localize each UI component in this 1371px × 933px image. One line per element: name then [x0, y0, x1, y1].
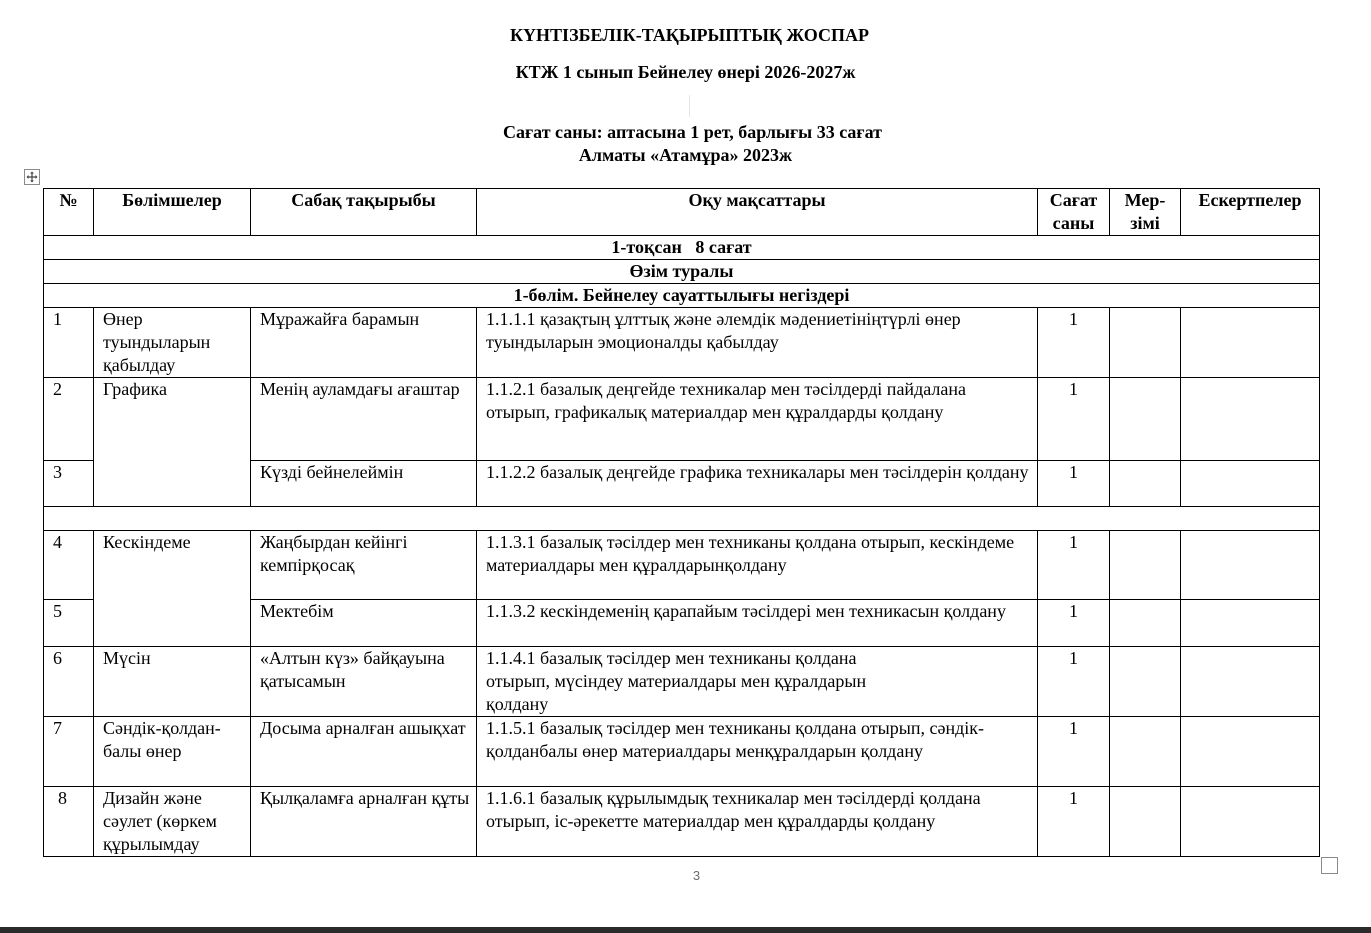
row-notes-cell[interactable]	[1181, 378, 1320, 461]
column-header-topic: Сабақ тақырыбы	[251, 189, 477, 236]
row-notes-cell[interactable]	[1181, 308, 1320, 378]
column-header-notes: Ескертпелер	[1181, 189, 1320, 236]
column-header-date: Мер-зімі	[1110, 189, 1181, 236]
section-row	[44, 284, 1320, 308]
row-date-cell[interactable]	[1110, 308, 1181, 378]
hours-info: Сағат саны: аптасына 1 рет, барлығы 33 сағат	[503, 122, 882, 142]
row-hours: 1	[1038, 461, 1110, 507]
row-goal: 1.1.1.1 қазақтың ұлттық және әлемдік мәдениетініңтүрлі өнер туындыларын эмоционалды қабылдау	[477, 308, 1038, 378]
theme-row	[44, 260, 1320, 284]
column-header-unit: Бөлімшелер	[94, 189, 251, 236]
row-goal: 1.1.2.1 базалық деңгейде техникалар мен тәсілдерді пайдалана отырып, графикалық материалдар мен құралдарды қолдану	[477, 378, 1038, 461]
row-topic: Жаңбырдан кейінгі кемпірқосақ	[251, 531, 477, 600]
row-number: 3	[44, 461, 94, 507]
row-hours: 1	[1038, 308, 1110, 378]
row-date-cell[interactable]	[1110, 378, 1181, 461]
row-date-cell[interactable]	[1110, 787, 1181, 857]
column-header-hours: Сағат саны	[1038, 189, 1110, 236]
table-header-row	[44, 189, 1320, 236]
row-number: 4	[44, 531, 94, 600]
row-date-cell[interactable]	[1110, 461, 1181, 507]
row-topic: «Алтын күз» байқауына қатысамын	[251, 647, 477, 717]
table-row	[44, 308, 1320, 378]
row-number: 8	[44, 787, 94, 857]
row-notes-cell[interactable]	[1181, 787, 1320, 857]
row-unit: Дизайн және сәулет (көркем құрылымдау	[94, 787, 251, 857]
empty-cell[interactable]	[44, 507, 1320, 531]
table-resize-icon[interactable]	[1321, 857, 1338, 874]
row-goal: 1.1.3.1 базалық тәсілдер мен техниканы қолдана отырып, кескіндеме материалдары мен құралдарынқолдану	[477, 531, 1038, 600]
text-cursor	[689, 95, 690, 117]
row-date-cell[interactable]	[1110, 531, 1181, 600]
row-date-cell[interactable]	[1110, 600, 1181, 647]
table-row	[44, 787, 1320, 857]
row-hours: 1	[1038, 378, 1110, 461]
row-notes-cell[interactable]	[1181, 531, 1320, 600]
row-unit: Мүсін	[94, 647, 251, 717]
column-header-number: №	[44, 189, 94, 236]
row-hours: 1	[1038, 531, 1110, 600]
quarter-row	[44, 236, 1320, 260]
column-header-goals: Оқу мақсаттары	[477, 189, 1038, 236]
row-notes-cell[interactable]	[1181, 461, 1320, 507]
row-unit: Сәндік-қолдан-балы өнер	[94, 717, 251, 787]
row-notes-cell[interactable]	[1181, 717, 1320, 787]
row-goal: 1.1.3.2 кескіндеменің қарапайым тәсілдері мен техникасын қолдану	[477, 600, 1038, 647]
row-date-cell[interactable]	[1110, 717, 1181, 787]
theme-label: Өзім туралы	[44, 260, 1320, 284]
row-date-cell[interactable]	[1110, 647, 1181, 717]
row-topic: Мектебім	[251, 600, 477, 647]
row-unit: Графика	[94, 378, 251, 507]
row-number: 5	[44, 600, 94, 647]
window-bottom-edge	[0, 927, 1371, 933]
publisher-info: Алматы «Атамұра» 2023ж	[578, 145, 793, 165]
quarter-label: 1-тоқсан 8 сағат	[44, 236, 1320, 260]
row-topic: Мұражайға барамын	[251, 308, 477, 378]
row-number: 6	[44, 647, 94, 717]
row-goal: 1.1.6.1 базалық құрылымдық техникалар мен тәсілдерді қолдана отырып, іс-әрекетте материалдар мен құралдарды қолдану	[477, 787, 1038, 857]
table-row	[44, 647, 1320, 717]
table-row	[44, 717, 1320, 787]
row-hours: 1	[1038, 647, 1110, 717]
row-hours: 1	[1038, 717, 1110, 787]
row-hours: 1	[1038, 600, 1110, 647]
row-unit: Өнер туындыларын қабылдау	[94, 308, 251, 378]
row-hours: 1	[1038, 787, 1110, 857]
row-notes-cell[interactable]	[1181, 647, 1320, 717]
row-goal: 1.1.2.2 базалық деңгейде графика техникалары мен тәсілдерін қолдану	[477, 461, 1038, 507]
table-move-icon[interactable]	[24, 169, 40, 185]
page-number: 3	[692, 868, 701, 883]
row-topic: Досыма арналған ашықхат	[251, 717, 477, 787]
section-label: 1-бөлім. Бейнелеу сауаттылығы негіздері	[44, 284, 1320, 308]
calendar-plan-table	[43, 188, 1320, 857]
row-unit: Кескіндеме	[94, 531, 251, 647]
document-subtitle: КТЖ 1 сынып Бейнелеу өнері 2026-2027ж	[515, 62, 856, 82]
empty-row	[44, 507, 1320, 531]
row-number: 7	[44, 717, 94, 787]
row-goal: 1.1.5.1 базалық тәсілдер мен техниканы қолдана отырып, сәндік-қолданбалы өнер материалдары менқұралдарын қолдану	[477, 717, 1038, 787]
row-goal: 1.1.4.1 базалық тәсілдер мен техниканы қолдана отырып, мүсіндеу материалдары мен құралдарын қолдану	[477, 647, 1038, 717]
row-topic: Күзді бейнелеймін	[251, 461, 477, 507]
row-notes-cell[interactable]	[1181, 600, 1320, 647]
row-topic: Қылқаламға арналған құты	[251, 787, 477, 857]
table-row	[44, 531, 1320, 600]
row-topic: Менің ауламдағы ағаштар	[251, 378, 477, 461]
row-number: 2	[44, 378, 94, 461]
row-number: 1	[44, 308, 94, 378]
table-row	[44, 378, 1320, 461]
document-title: КҮНТІЗБЕЛІК-ТАҚЫРЫПТЫҚ ЖОСПАР	[510, 25, 869, 45]
